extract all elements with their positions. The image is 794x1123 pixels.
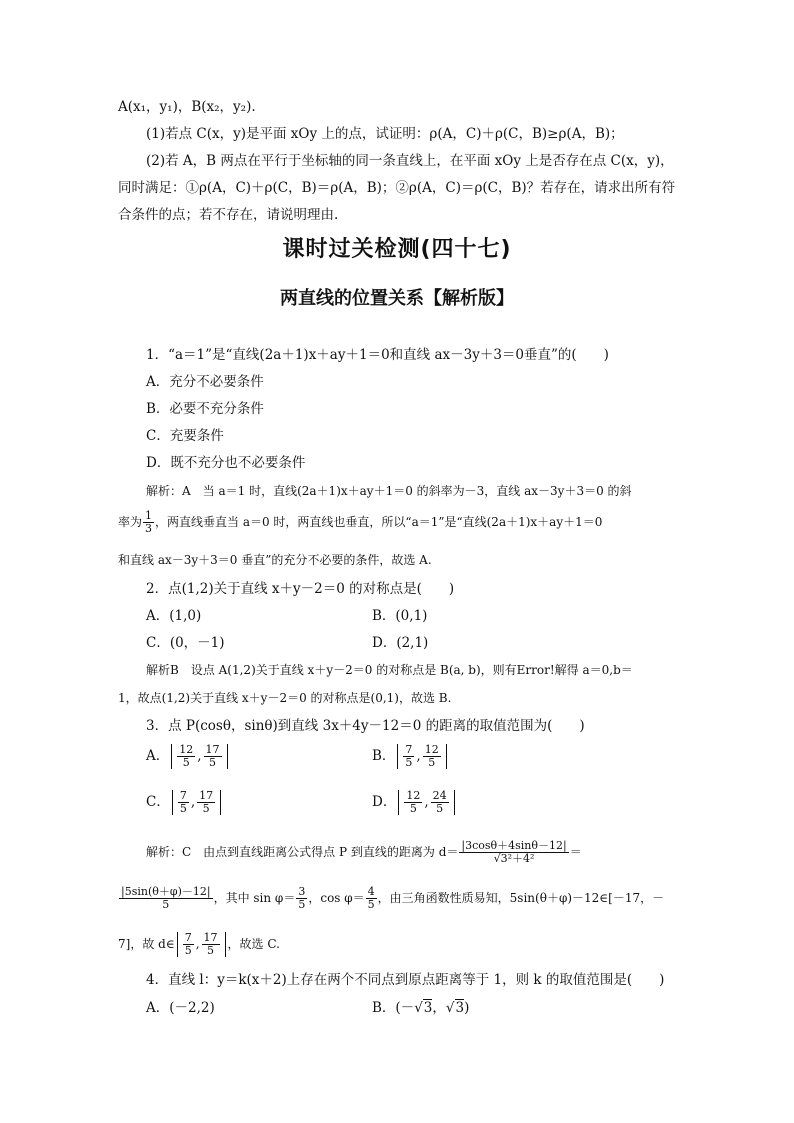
q3-option-a (146, 744, 230, 769)
denominator: 3 (145, 522, 153, 535)
numerator: 7 (184, 931, 192, 944)
option-text: ， (432, 1000, 446, 1016)
q4-option-a: A．(－2,2) (146, 1000, 215, 1016)
denominator: 5 (428, 756, 436, 769)
denominator: 5 (209, 756, 217, 769)
option-label: B． (372, 748, 396, 764)
q2-solution-line-2: 1，故点(1,2)关于直线 x＋y－2＝0 的对称点是(0,1)，故选 B. (118, 691, 452, 705)
radicand: 3 (455, 1000, 465, 1016)
fraction (459, 840, 568, 865)
page-subtitle: 两直线的位置关系【解析版】 (280, 288, 514, 309)
q3-solution-line-2 (118, 886, 664, 911)
q3-stem: 3．点 P(cosθ，sinθ)到直线 3x＋4y－12＝0 的距离的取值范围为( ) (146, 718, 585, 734)
q3-solution-line-1 (146, 840, 582, 865)
fraction (431, 790, 449, 815)
q3-option-b (372, 744, 449, 769)
denominator: 5 (182, 756, 190, 769)
fraction (143, 510, 154, 535)
q2-option-a: A．(1,0) (146, 608, 202, 624)
q2-option-b: B．(0,1) (372, 608, 428, 624)
q1-solution-line-2 (118, 510, 602, 535)
denominator: 5 (202, 802, 210, 815)
fraction (403, 744, 414, 769)
fraction (296, 886, 307, 911)
interval: $\frac{12}{5}$ , $\frac{24}{5}$ (398, 790, 454, 815)
q3-solution-text: ＝ (569, 845, 582, 859)
denominator: 5 (207, 944, 215, 957)
option-label: C． (146, 794, 170, 810)
intro-line-5: 合条件的点；若不存在，请说明理由. (118, 207, 339, 223)
q1-option-c: C．充要条件 (146, 428, 224, 444)
q1-solution-line-1: 解析：A 当 a＝1 时，直线(2a＋1)x＋ay＋1＝0 的斜率为－3，直线 ax－3y＋3＝0 的斜 (146, 484, 632, 498)
option-label: D． (372, 794, 397, 810)
q4-option-b: B．(－√3，√3) (372, 1000, 470, 1016)
denominator: 5 (405, 756, 413, 769)
numerator: 4 (367, 885, 375, 898)
interval: $\frac{7}{5}$ , $\frac{12}{5}$ (397, 744, 446, 769)
fraction (366, 886, 377, 911)
q3-solution-text: ，故选 C. (227, 937, 280, 951)
denominator: 5 (162, 898, 170, 911)
numerator: 12 (406, 789, 421, 802)
fraction (423, 744, 441, 769)
interval: $\frac{7}{5}$ , $\frac{17}{5}$ (172, 790, 221, 815)
numerator: 7 (405, 743, 413, 756)
numerator: |3cosθ＋4sinθ－12| (461, 839, 567, 852)
numerator: 7 (179, 789, 187, 802)
interval: $\frac{7}{5}$ , $\frac{17}{5}$ (177, 932, 226, 957)
numerator: 17 (205, 743, 220, 756)
numerator: 24 (432, 789, 447, 802)
denominator: 5 (436, 802, 444, 815)
numerator: 12 (424, 743, 439, 756)
q1-option-a: A．充分不必要条件 (146, 374, 264, 390)
q3-option-c (146, 790, 223, 815)
option-text: B．(－ (372, 1000, 415, 1016)
option-text: ) (464, 1000, 470, 1016)
fraction (183, 932, 194, 957)
fraction (204, 744, 222, 769)
q3-solution-text: ，cos φ＝ (308, 891, 365, 905)
fraction (178, 790, 189, 815)
q3-solution-text: ，其中 sin φ＝ (213, 891, 296, 905)
denominator: 5 (179, 802, 187, 815)
q1-stem: 1．“a＝1”是“直线(2a＋1)x＋ay＋1＝0和直线 ax－3y＋3＝0垂直”的( ) (146, 347, 609, 363)
q2-stem: 2．点(1,2)关于直线 x＋y－2＝0 的对称点是( ) (146, 581, 455, 597)
interval: $\frac{12}{5}$ , $\frac{17}{5}$ (171, 744, 227, 769)
page-title: 课时过关检测(四十七) (282, 237, 512, 262)
q2-solution-line-1: 解析B 设点 A(1,2)关于直线 x＋y－2＝0 的对称点是 B(a, b)，则有Error!解得 a＝0,b＝ (146, 663, 633, 677)
numerator: 17 (203, 931, 218, 944)
q1-solution-line-3: 和直线 ax－3y＋3＝0 垂直”的充分不必要的条件，故选 A. (118, 553, 432, 567)
q1-option-d: D．既不充分也不必要条件 (146, 455, 306, 471)
fraction (202, 932, 220, 957)
radicand: 3 (423, 1000, 433, 1016)
fraction (119, 886, 213, 911)
intro-line-1: A(x₁，y₁)，B(x₂，y₂). (118, 99, 256, 115)
option-label: A． (146, 748, 170, 764)
intro-line-4: 同时满足：①ρ(A，C)＋ρ(C，B)＝ρ(A，B)；②ρ(A，C)＝ρ(C，B)？若存在，请求出所有符 (118, 180, 676, 196)
q3-solution-text: 7]，故 d∈ (118, 937, 175, 951)
q4-stem: 4．直线 l：y＝k(x＋2)上存在两个不同点到原点距离等于 1，则 k 的取值范围是( ) (146, 972, 665, 988)
fraction (177, 744, 195, 769)
fraction (197, 790, 215, 815)
q2-option-c: C．(0，－1) (146, 635, 225, 651)
q3-solution-text: ，由三角函数性质易知，5sin(θ＋φ)－12∈[－17，－ (377, 891, 665, 905)
q3-solution-line-3 (118, 932, 280, 957)
numerator: 1 (145, 509, 153, 522)
denominator: 5 (409, 802, 417, 815)
q1-solution-text: 率为 (118, 515, 143, 529)
fraction (404, 790, 422, 815)
q3-solution-text: 解析：C 由点到直线距离公式得点 P 到直线的距离为 d＝ (146, 845, 459, 859)
denominator: 5 (367, 898, 375, 911)
denominator: 5 (184, 944, 192, 957)
denominator: 5 (298, 898, 306, 911)
q2-option-d: D．(2,1) (372, 635, 429, 651)
denominator: √3²＋4² (493, 852, 535, 865)
numerator: 17 (199, 789, 214, 802)
numerator: 3 (298, 885, 306, 898)
q1-solution-text: ，两直线垂直当 a＝0 时，两直线也垂直，所以“a＝1”是“直线(2a＋1)x＋ay＋1＝0 (155, 515, 603, 529)
numerator: |5sin(θ＋φ)－12| (121, 885, 211, 898)
q3-option-d (372, 790, 457, 815)
numerator: 12 (179, 743, 194, 756)
q1-option-b: B．必要不充分条件 (146, 401, 264, 417)
intro-line-3: (2)若 A，B 两点在平行于坐标轴的同一条直线上，在平面 xOy 上是否存在点 C(x，y)， (146, 153, 674, 169)
intro-line-2: (1)若点 C(x，y)是平面 xOy 上的点，试证明：ρ(A，C)＋ρ(C，B)≥ρ(A，B)； (146, 126, 624, 142)
